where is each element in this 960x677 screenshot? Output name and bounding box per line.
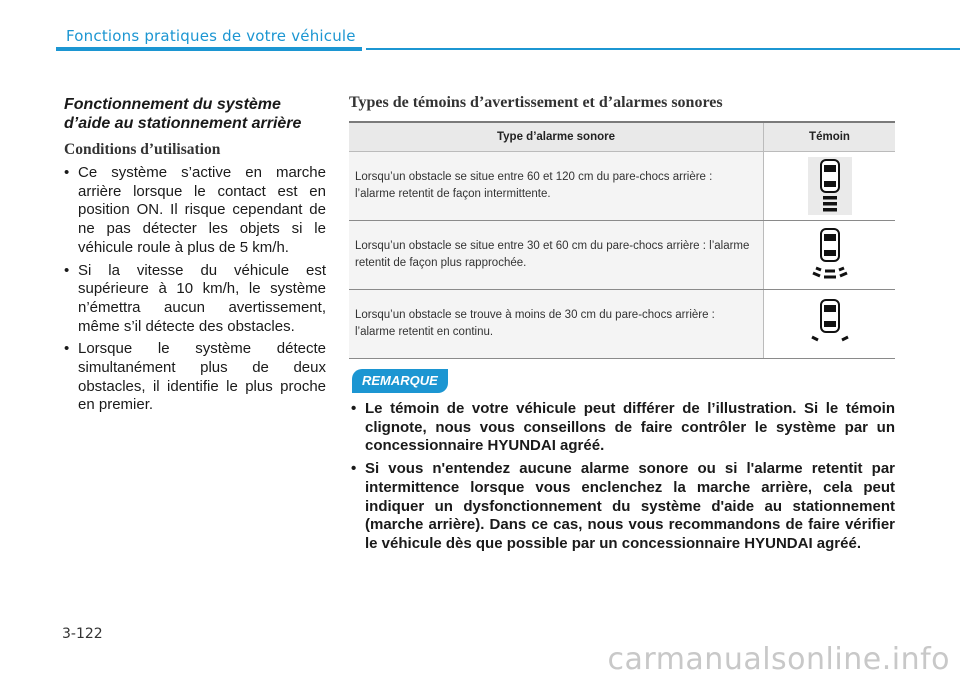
remarque-badge: REMARQUE [352, 369, 448, 393]
left-column [64, 95, 326, 419]
alarm-types-table [349, 121, 895, 359]
alarm-description: Lorsqu’un obstacle se situe entre 60 et 120 cm du pare-chocs arrière : l’alarme retentit de façon intermittente. [349, 152, 764, 221]
column-header-type: Type d’alarme sonore [349, 122, 764, 152]
alarm-description: Lorsqu’un obstacle se trouve à moins de 30 cm du pare-chocs arrière : l’alarme retentit en continu. [349, 290, 764, 359]
list-item: • Le témoin de votre véhicule peut différer de l’illustration. Si le témoin clignote, nous vous conseillons de faire contrôler le système par un concessionnaire HYUNDAI agréé. [351, 400, 895, 456]
header-title: Fonctions pratiques de votre véhicule [66, 27, 356, 45]
header-rule-thick [56, 47, 362, 51]
table-row [349, 290, 895, 359]
section-title: Fonctionnement du système d’aide au stationnement arrière [64, 96, 302, 132]
list-item: • Lorsque le système détecte simultanément plus de deux obstacles, il identifie le plus proche en premier. [64, 340, 326, 415]
conditions-list [64, 164, 326, 415]
table-row [349, 152, 895, 221]
header-rule-thin [366, 48, 960, 50]
watermark: carmanualsonline.info [607, 642, 950, 677]
remarque-notes [351, 400, 895, 558]
column-header-indicator: Témoin [764, 122, 896, 152]
car-parking-under-30-icon [808, 295, 852, 353]
table-header-row [349, 122, 895, 152]
alarm-description: Lorsqu’un obstacle se situe entre 30 et 60 cm du pare-chocs arrière : l’alarme retentit de façon plus rapprochée. [349, 221, 764, 290]
car-parking-30-60-icon [808, 226, 852, 284]
list-item: • Si la vitesse du véhicule est supérieure à 10 km/h, le système n’émettra aucun avertissement, même s’il détecte des obstacles. [64, 262, 326, 337]
table-title: Types de témoins d’avertissement et d’alarmes sonores [349, 94, 723, 111]
list-item: • Si vous n'entendez aucune alarme sonore ou si l'alarme retentit par intermittence lorsque vous enclenchez la marche arrière, cela peut indiquer un dysfonctionnement du système d'aide au stationnement (marche arrière). Dans ce cas, nous vous recommandons de faire vérifier le véhicule dès que possible par un concessionnaire HYUNDAI agréé. [351, 460, 895, 554]
subsection-title: Conditions d’utilisation [64, 141, 221, 158]
page-number: 3-122 [62, 626, 103, 642]
list-item: • Ce système s’active en marche arrière lorsque le contact est en position ON. Il risque cependant de ne pas détecter les objets si le véhicule roule à plus de 5 km/h. [64, 164, 326, 258]
car-parking-60-120-icon [808, 157, 852, 215]
table-row [349, 221, 895, 290]
